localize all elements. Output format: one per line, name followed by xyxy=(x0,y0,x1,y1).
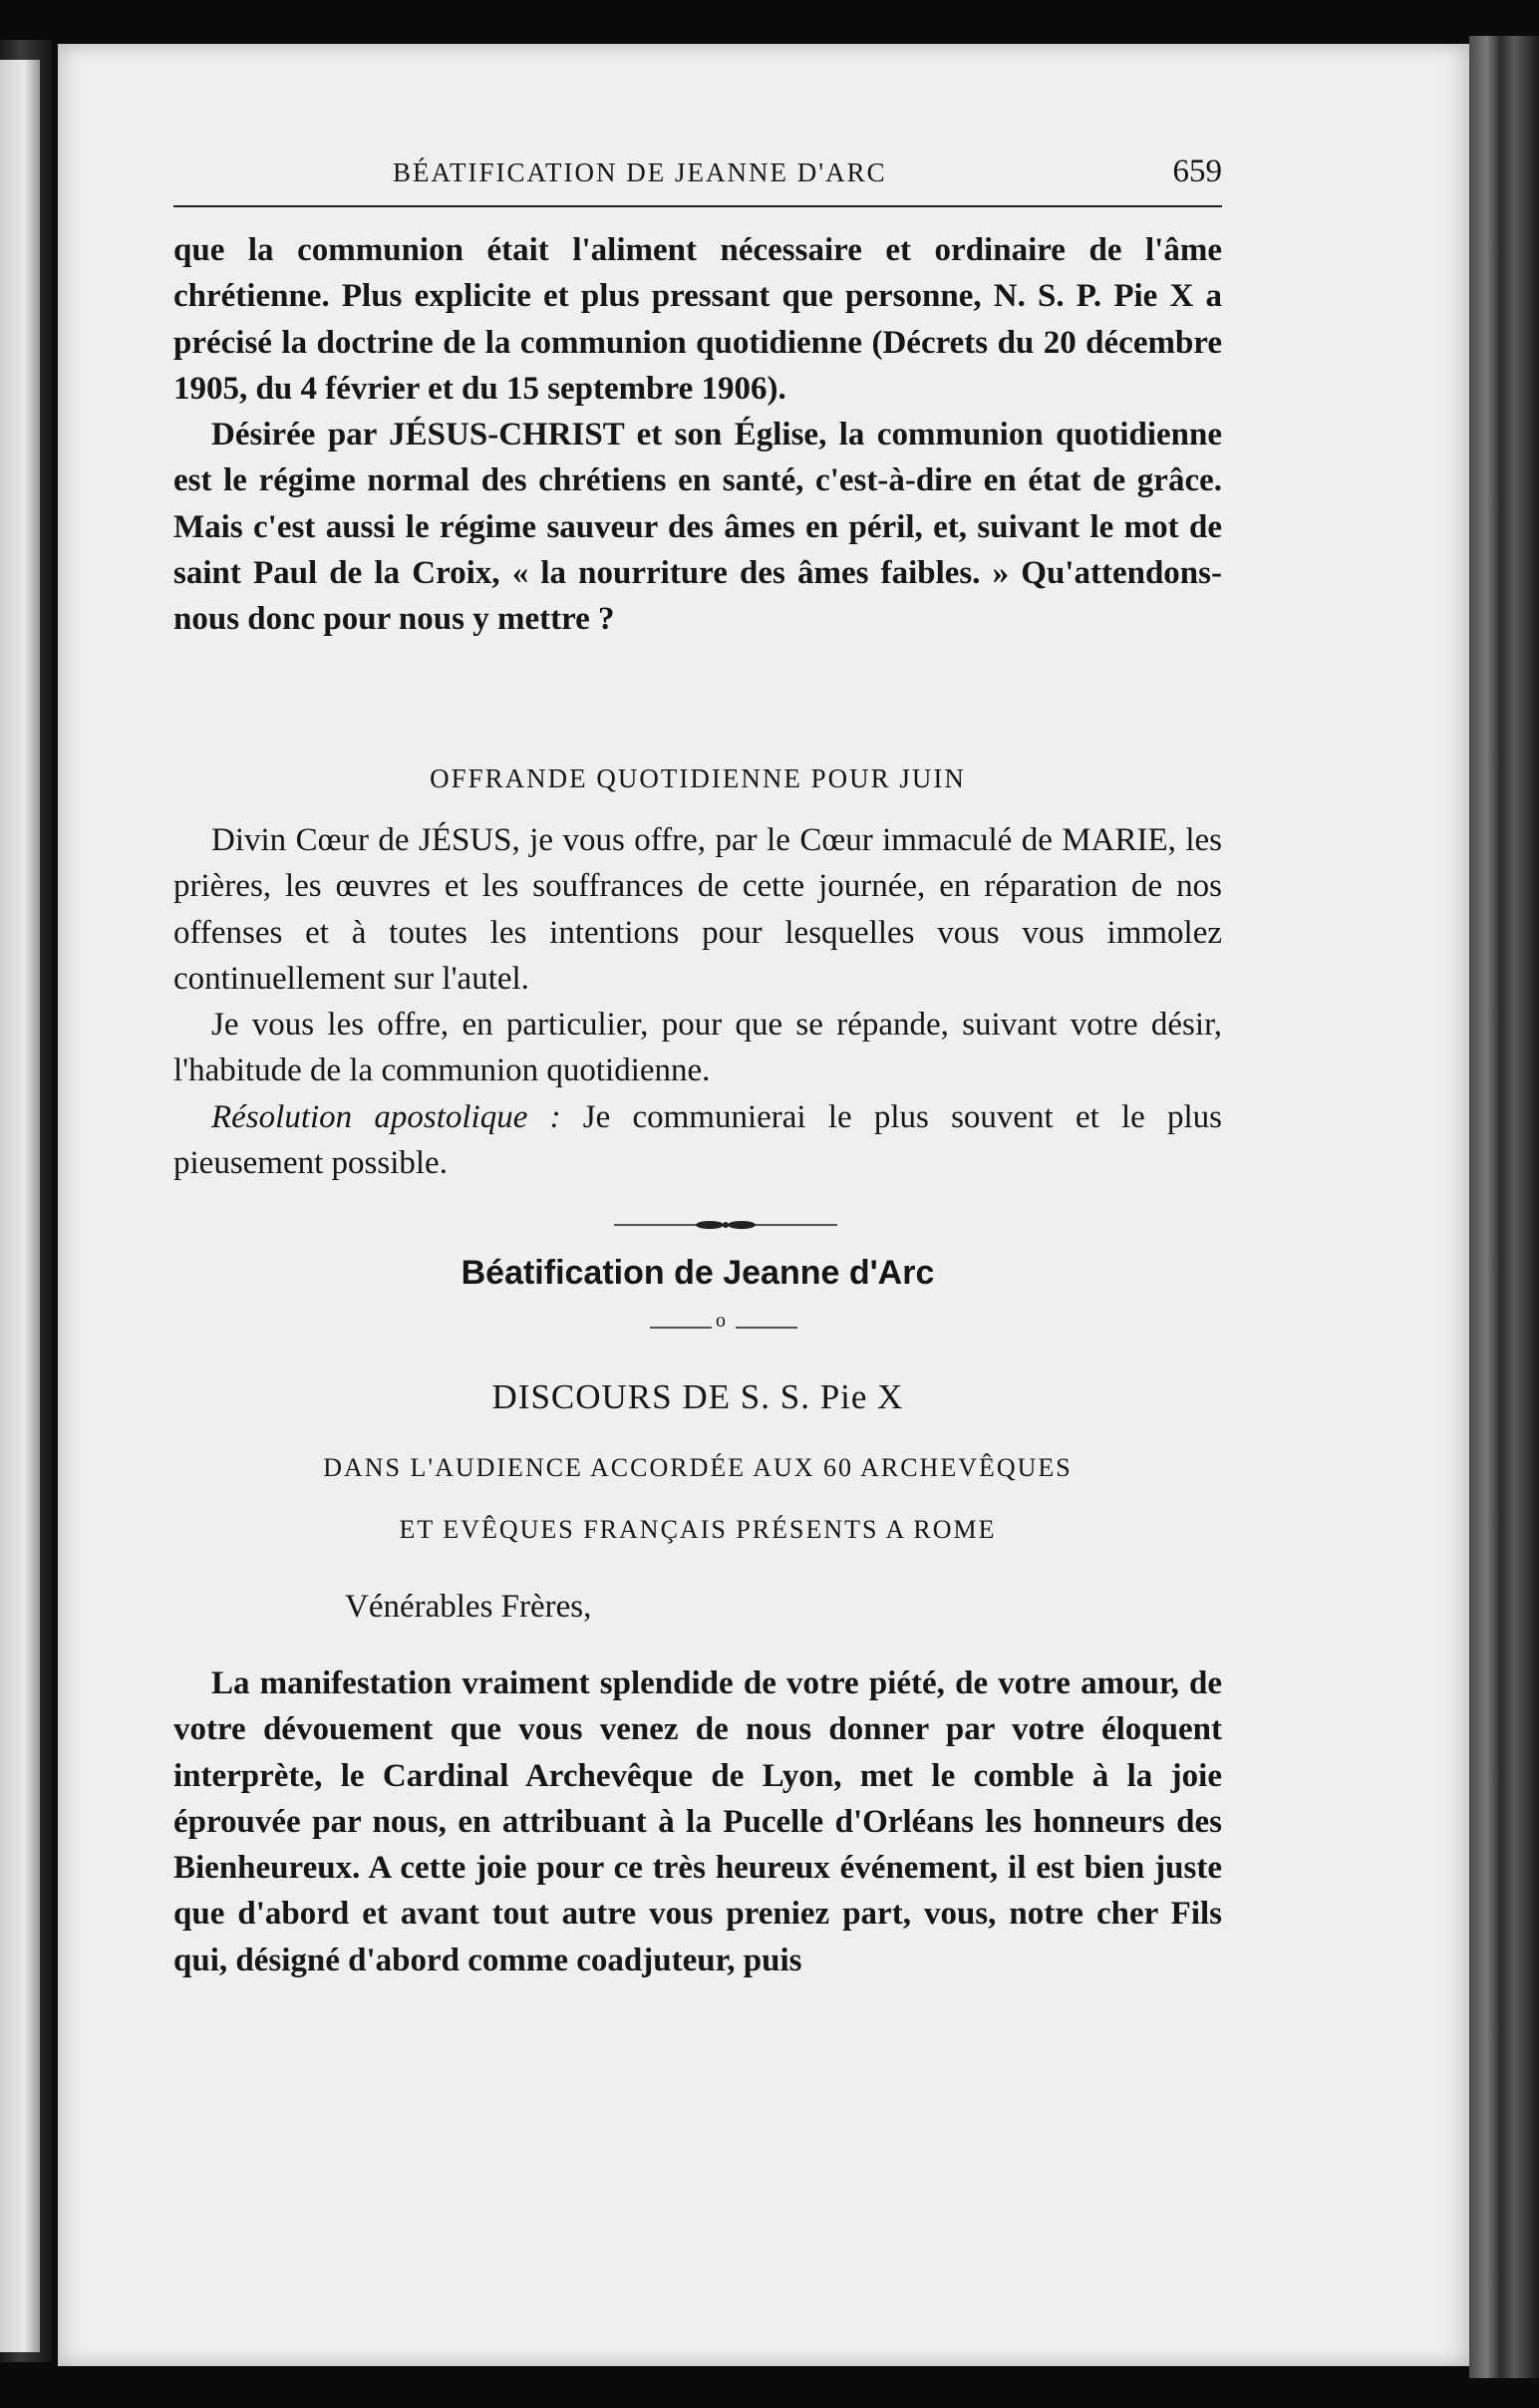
running-header xyxy=(173,153,1222,201)
left-page-strip xyxy=(0,60,40,2352)
offrande-resolution xyxy=(173,1094,1222,1187)
paragraph-communion: Désirée par JÉSUS-CHRIST et son Église, la communion quotidienne est le régime normal des chrétiens en santé, c'est-à-dire en état de grâce. Mais c'est aussi le régime sauveur des âmes en péril, et, suivant le mot de saint Paul de la Croix, « la nourriture des âmes faibles. » Qu'attendons-nous donc pour nous y mettre ? xyxy=(173,417,1222,638)
small-separator xyxy=(650,1310,797,1334)
resolution-text: Je communierai le plus souvent et le plus pieusement possible. xyxy=(173,1098,1223,1182)
paragraph-continued: que la communion était l'aliment nécessaire et ordinaire de l'âme chrétienne. Plus explicite et plus pressant que personne, N. S. P. Pie X a précisé la doctrine de la communion quotidienne (Décrets du 20 décembre 1905, du 4 février et du 15 septembre 1906). xyxy=(173,232,1222,407)
offrande-prayer: Divin Cœur de JÉSUS, je vous offre, par le Cœur immaculé de MARIE, les prières, les œuvres et les souffrances de cette journée, en réparation de nos offenses et à toutes les intentions pour lesquelles vous vous immolez continuellement sur l'autel. xyxy=(173,822,1222,997)
discours-body: La manifestation vraiment splendide de votre piété, de votre amour, de votre dévouement que vous venez de nous donner par votre éloquent interprète, le Cardinal Archevêque de Lyon, met le comble à la joie éprouvée par nous, en attribuant à la Pucelle d'Orléans les honneurs des Bienheureux. A cette joie pour ce très heureux événement, il est bien juste que d'abord et avant tout autre vous preniez part, vous, notre cher Fils qui, désigné d'abord comme coadjuteur, puis xyxy=(173,1665,1222,1978)
resolution-label: Résolution apostolique : xyxy=(211,1098,561,1135)
right-book-edge xyxy=(1469,36,1539,2378)
separator-mark: o xyxy=(716,1310,726,1332)
text-block-offrande xyxy=(173,817,1222,1186)
header-rule xyxy=(173,205,1222,207)
offrande-intention: Je vous les offre, en particulier, pour que se répande, suivant votre désir, l'habitude de la communion quotidienne. xyxy=(173,1007,1222,1089)
text-block-discours xyxy=(173,1660,1222,1983)
discours-heading: DISCOURS DE S. S. Pie X xyxy=(491,1377,904,1416)
text-block-top xyxy=(173,227,1222,643)
salutation: Vénérables Frères, xyxy=(345,1589,592,1625)
section-title: Béatification de Jeanne d'Arc xyxy=(461,1254,935,1292)
page-number: 659 xyxy=(1172,153,1222,189)
discours-subtitle-1: DANS L'AUDIENCE ACCORDÉE AUX 60 ARCHEVÊQUES xyxy=(323,1453,1073,1482)
offrande-heading: OFFRANDE QUOTIDIENNE POUR JUIN xyxy=(430,763,966,793)
ornament-divider xyxy=(614,1218,837,1232)
discours-subtitle-2: ET EVÊQUES FRANÇAIS PRÉSENTS A ROME xyxy=(399,1515,997,1544)
running-title: BÉATIFICATION DE JEANNE D'ARC xyxy=(393,157,887,187)
